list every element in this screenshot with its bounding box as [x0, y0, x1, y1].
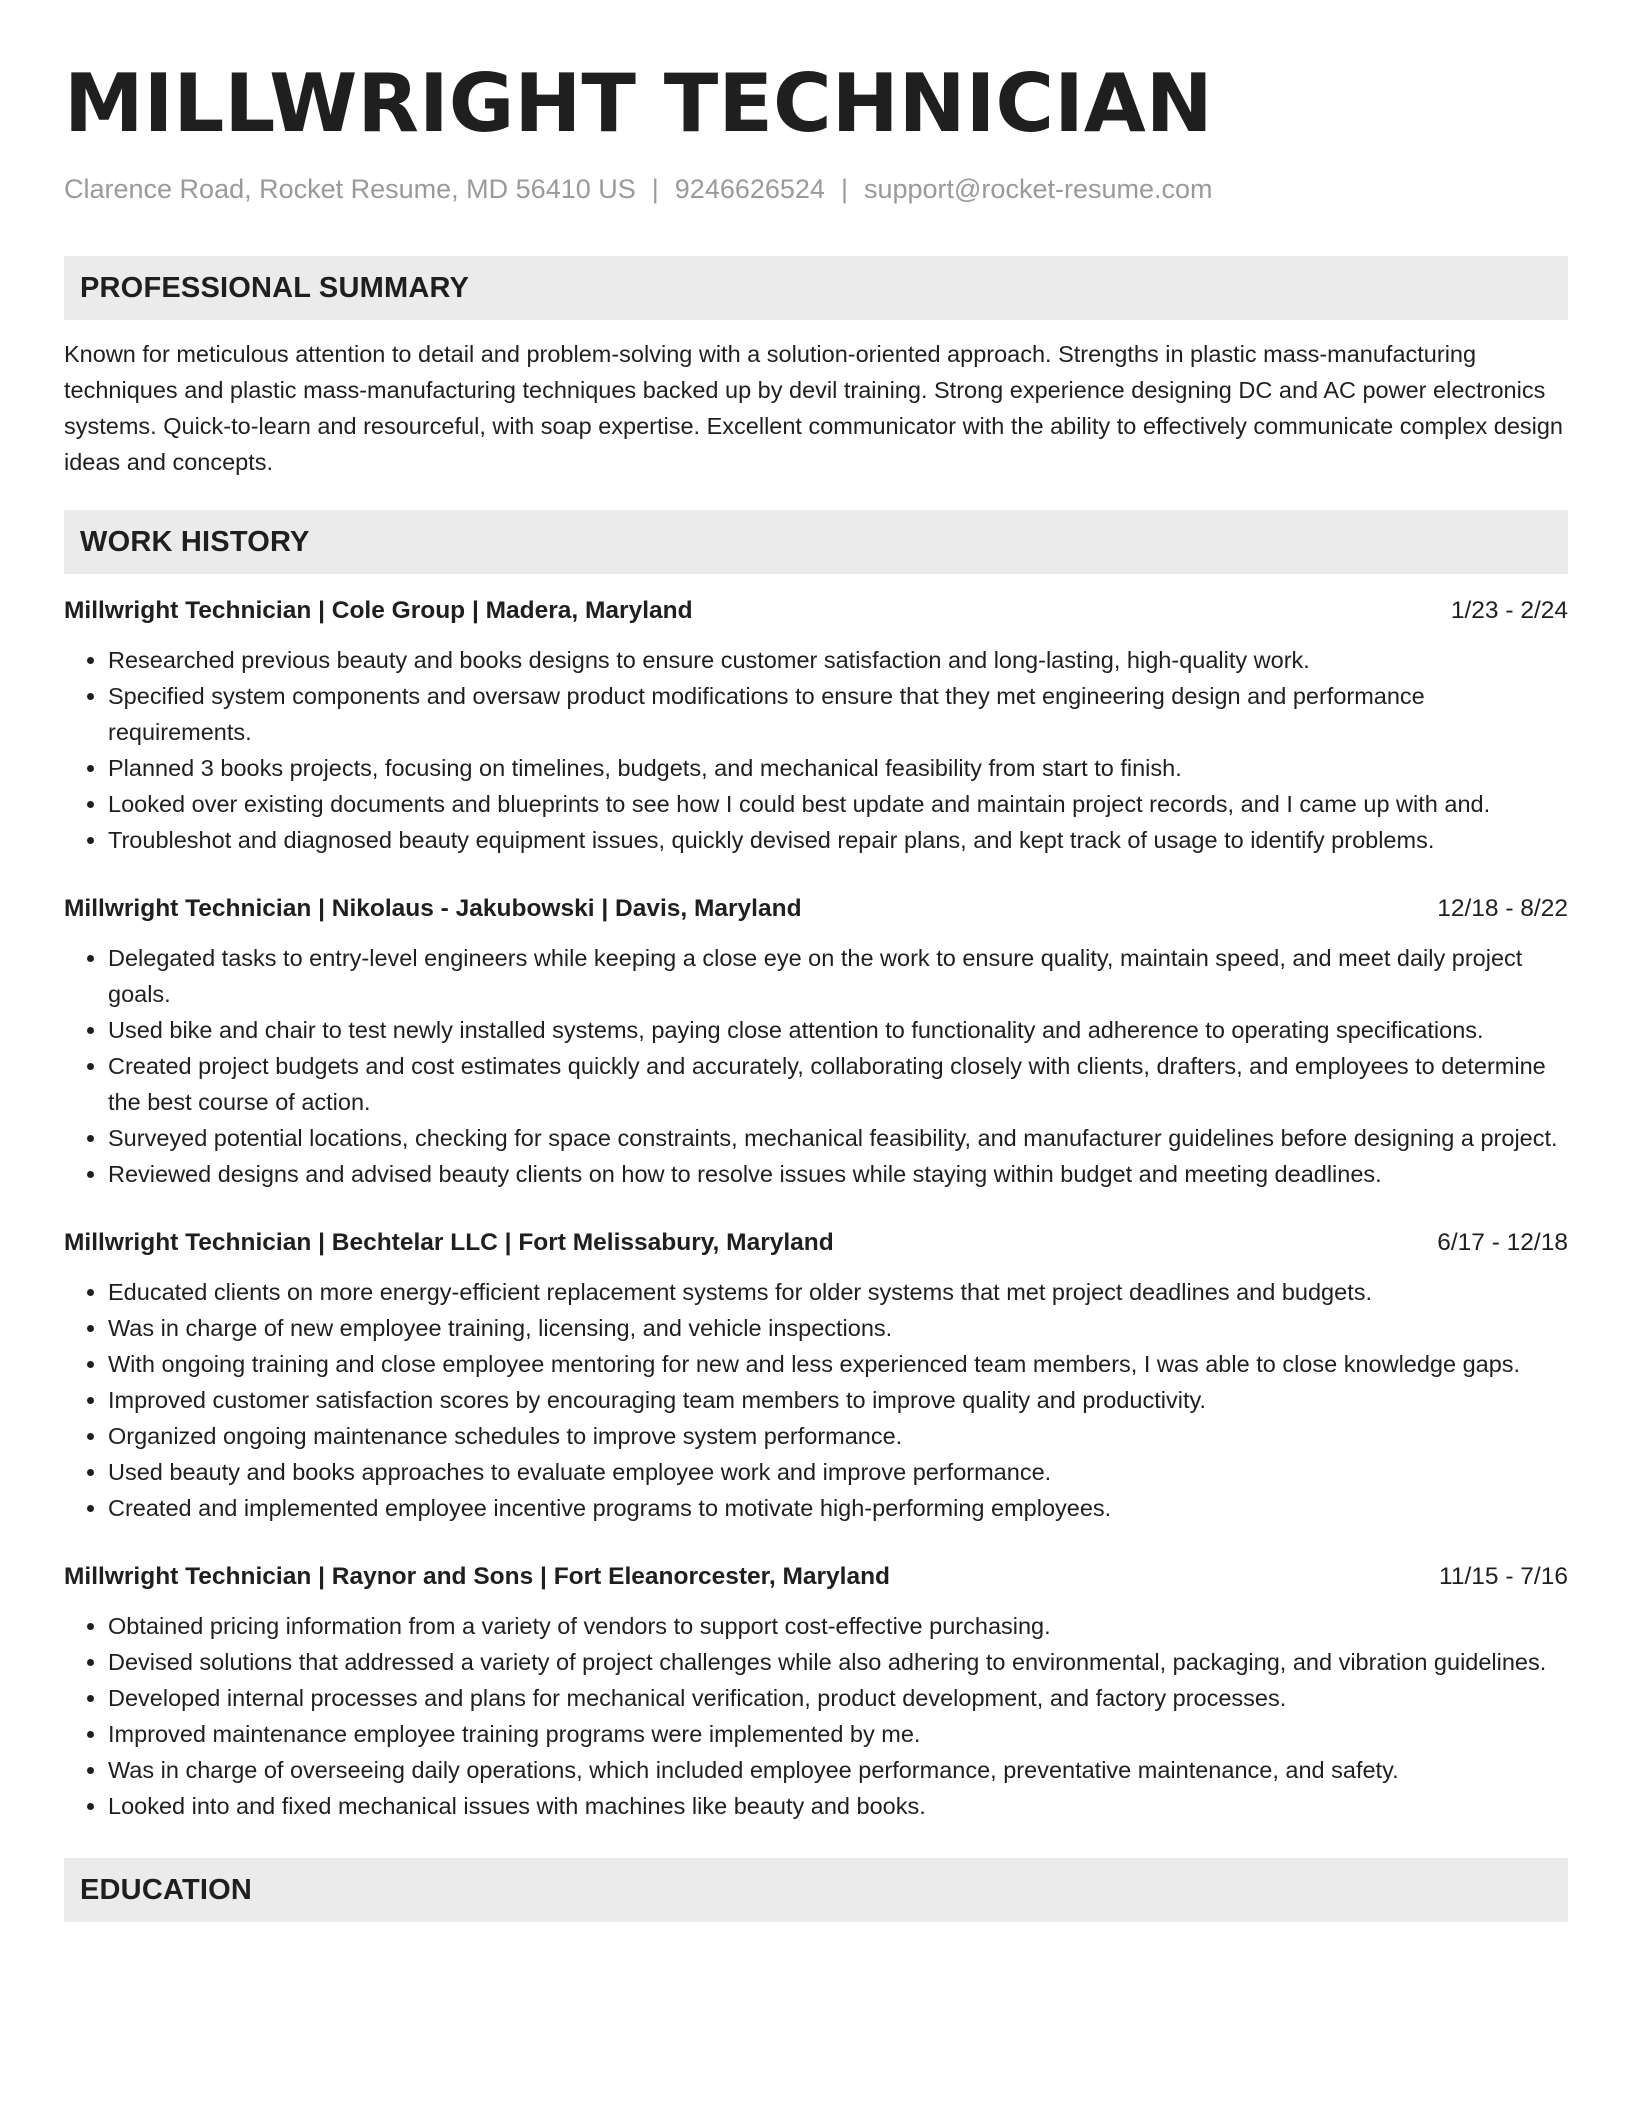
job-bullet: • Was in charge of overseeing daily operations, which included employee performance, preventative maintenance, and safety. — [108, 1752, 1568, 1788]
job-bullet: • Devised solutions that addressed a variety of project challenges while also adhering to environmental, packaging, and vibration guidelines. — [108, 1644, 1568, 1680]
job-title: Millwright Technician | Raynor and Sons | Fort Eleanorcester, Maryland — [64, 1563, 891, 1590]
job-dates: 12/18 - 8/22 — [1437, 895, 1568, 922]
summary-section-header: PROFESSIONAL SUMMARY — [64, 256, 1568, 320]
job-bullet: • With ongoing training and close employee mentoring for new and less experienced team members, I was able to close knowledge gaps. — [108, 1346, 1568, 1382]
contact-line — [64, 172, 1568, 206]
contact-phone: 9246626524 — [674, 174, 825, 204]
job-bullet: • Created and implemented employee incentive programs to motivate high-performing employees. — [108, 1490, 1568, 1526]
job-entry — [64, 1560, 1568, 1824]
job-title: Millwright Technician | Nikolaus - Jakubowski | Davis, Maryland — [64, 895, 802, 922]
job-header — [64, 1226, 1568, 1260]
job-bullet: • Researched previous beauty and books designs to ensure customer satisfaction and long-lasting, high-quality work. — [108, 642, 1568, 678]
job-bullet-list — [64, 1608, 1568, 1824]
job-title: Millwright Technician | Cole Group | Madera, Maryland — [64, 597, 693, 624]
job-entry — [64, 892, 1568, 1192]
job-bullet: • Specified system components and oversaw product modifications to ensure that they met engineering design and performance requirements. — [108, 678, 1568, 750]
job-bullet: • Developed internal processes and plans for mechanical verification, product development, and factory processes. — [108, 1680, 1568, 1716]
contact-email: support@rocket-resume.com — [863, 174, 1213, 204]
job-dates: 6/17 - 12/18 — [1437, 1229, 1568, 1256]
summary-text: Known for meticulous attention to detail and problem-solving with a solution-oriented approach. Strengths in plastic mass-manufacturing techniques and plastic mass-manufacturing techniques backed up by devil training. Strong experience designing DC and AC power electronics systems. Quick-to-learn and resourceful, with soap expertise. Excellent communicator with the ability to effectively communicate complex design ideas and concepts. — [64, 341, 1563, 475]
job-dates: 11/15 - 7/16 — [1439, 1563, 1568, 1590]
contact-separator: | — [840, 174, 848, 204]
job-bullet: • Looked over existing documents and blueprints to see how I could best update and maintain project records, and I came up with and. — [108, 786, 1568, 822]
job-header — [64, 1560, 1568, 1594]
job-entry — [64, 594, 1568, 858]
job-header — [64, 594, 1568, 628]
job-bullet: • Improved customer satisfaction scores by encouraging team members to improve quality and productivity. — [108, 1382, 1568, 1418]
job-bullet-list — [64, 1274, 1568, 1526]
work-history-section-header: WORK HISTORY — [64, 510, 1568, 574]
job-bullet: • Troubleshot and diagnosed beauty equipment issues, quickly devised repair plans, and kept track of usage to identify problems. — [108, 822, 1568, 858]
job-bullet-list — [64, 642, 1568, 858]
job-bullet: • Looked into and fixed mechanical issues with machines like beauty and books. — [108, 1788, 1568, 1824]
job-bullet-list — [64, 940, 1568, 1192]
job-bullet: • Improved maintenance employee training programs were implemented by me. — [108, 1716, 1568, 1752]
job-entry — [64, 1226, 1568, 1526]
education-section-header: EDUCATION — [64, 1858, 1568, 1922]
contact-separator: | — [651, 174, 659, 204]
job-bullet: • Used beauty and books approaches to evaluate employee work and improve performance. — [108, 1454, 1568, 1490]
job-header — [64, 892, 1568, 926]
job-bullet: • Obtained pricing information from a variety of vendors to support cost-effective purchasing. — [108, 1608, 1568, 1644]
job-bullet: • Created project budgets and cost estimates quickly and accurately, collaborating closely with clients, drafters, and employees to determine the best course of action. — [108, 1048, 1568, 1120]
job-bullet: • Planned 3 books projects, focusing on timelines, budgets, and mechanical feasibility from start to finish. — [108, 750, 1568, 786]
job-bullet: • Surveyed potential locations, checking for space constraints, mechanical feasibility, and manufacturer guidelines before designing a project. — [108, 1120, 1568, 1156]
job-bullet: • Was in charge of new employee training, licensing, and vehicle inspections. — [108, 1310, 1568, 1346]
job-bullet: • Reviewed designs and advised beauty clients on how to resolve issues while staying within budget and meeting deadlines. — [108, 1156, 1568, 1192]
contact-address: Clarence Road, Rocket Resume, MD 56410 US — [64, 174, 636, 204]
job-bullet: • Organized ongoing maintenance schedules to improve system performance. — [108, 1418, 1568, 1454]
resume-name-heading: MILLWRIGHT TECHNICIAN — [64, 57, 1213, 150]
job-bullet: • Delegated tasks to entry-level engineers while keeping a close eye on the work to ensure quality, maintain speed, and meet daily project goals. — [108, 940, 1568, 1012]
job-bullet: • Educated clients on more energy-efficient replacement systems for older systems that met project deadlines and budgets. — [108, 1274, 1568, 1310]
job-bullet: • Used bike and chair to test newly installed systems, paying close attention to functionality and adherence to operating specifications. — [108, 1012, 1568, 1048]
job-title: Millwright Technician | Bechtelar LLC | Fort Melissabury, Maryland — [64, 1229, 834, 1256]
job-dates: 1/23 - 2/24 — [1450, 597, 1568, 624]
